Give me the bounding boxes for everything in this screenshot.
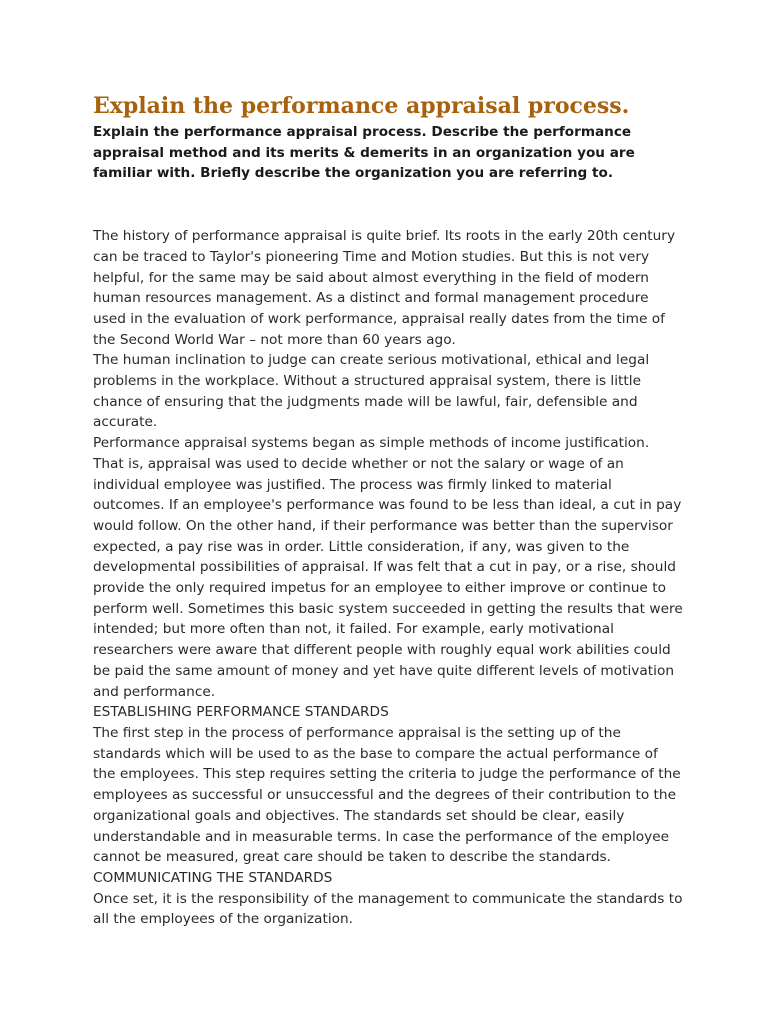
paragraph-history: The history of performance appraisal is quite brief. Its roots in the early 20th century can be traced to Taylor's pioneering Time and Motion studies. But this is not very helpful, for the same may be said about almost everything in the field of modern human resources management. As a distinct and formal management procedure used in the evaluation of work performance, appraisal really dates from the time of the Second World War – not more than 60 years ago. bbox=[93, 228, 676, 348]
paragraph-communicating-standards: Once set, it is the responsibility of the management to communicate the standards to all the employees of the organization. bbox=[93, 890, 683, 928]
document-body bbox=[93, 226, 683, 930]
document-title: Explain the performance appraisal process. bbox=[93, 93, 630, 119]
section-heading-communicating-standards: COMMUNICATING THE STANDARDS bbox=[93, 869, 333, 886]
paragraph-establishing-standards: The first step in the process of performance appraisal is the setting up of the standards which will be used to as the base to compare the actual performance of the employees. This step requires setting the criteria to judge the performance of the employees as successful or unsuccessful and the degrees of their contribution to the organizational goals and objectives. The standards set should be clear, easily understandable and in measurable terms. In case the performance of the employee cannot be measured, great care should be taken to describe the standards. bbox=[93, 724, 681, 866]
document-page bbox=[93, 91, 683, 930]
question-prompt: Explain the performance appraisal process. Describe the performance appraisal method and its merits & demerits in an organization you are familiar with. Briefly describe the organization you are referring to. bbox=[93, 124, 635, 182]
paragraph-human-inclination: The human inclination to judge can create serious motivational, ethical and legal problems in the workplace. Without a structured appraisal system, there is little chance of ensuring that the judgments made will be lawful, fair, defensible and accurate. bbox=[93, 352, 650, 431]
paragraph-income-justification: Performance appraisal systems began as simple methods of income justification. That is, appraisal was used to decide whether or not the salary or wage of an individual employee was justified. The process was firmly linked to material outcomes. If an employee's performance was found to be less than ideal, a cut in pay would follow. On the other hand, if their performance was better than the supervisor expected, a pay rise was in order. Little consideration, if any, was given to the developmental possibilities of appraisal. If was felt that a cut in pay, or a rise, should provide the only required impetus for an employee to either improve or continue to perform well. Sometimes this basic system succeeded in getting the results that were intended; but more often than not, it failed. For example, early motivational researchers were aware that different people with roughly equal work abilities could be paid the same amount of money and yet have quite different levels of motivation and performance. bbox=[93, 435, 683, 700]
section-heading-establishing-standards: ESTABLISHING PERFORMANCE STANDARDS bbox=[93, 704, 389, 721]
